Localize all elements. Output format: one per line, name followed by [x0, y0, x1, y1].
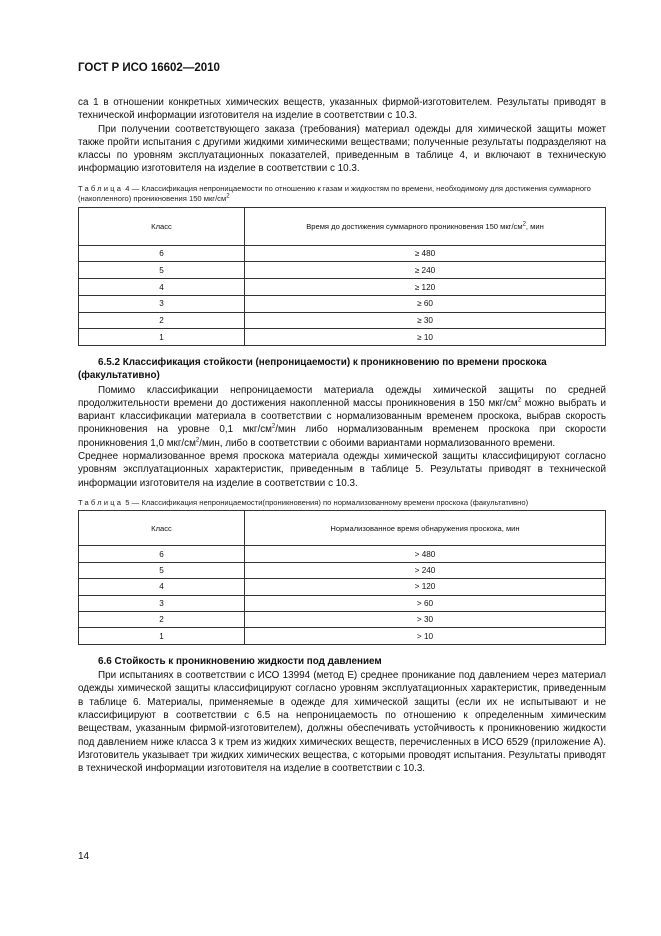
- class-cell: 2: [79, 611, 245, 627]
- table-row: [79, 279, 606, 296]
- table5-caption: [78, 498, 606, 509]
- table-row: [79, 611, 606, 627]
- paragraph-pressure-penetration: При испытаниях в соответствии с ИСО 13994 (метод Е) среднее проникание под давлением через материал одежды химической защиты классифицируют согласно уровням эксплуатационных характеристик, приведенным в таблице 6. Материалы, применяемые в одежде для химической защиты (если их не испытывают и не классифицируют в соответствии с 6.5 на непроницаемость по отношению к определенным химическим веществам, указанным фирмой-изготовителем), должны обеспечивать устойчивость к проникновению жидкости под давлением ниже класса 3 к трем из жидких химических веществ, перечисленных в ИСО 6529 (приложение А). Изготовитель указывает три жидких химических вещества, с которыми проводят испытания. Результаты приводят в технической информации изготовителя на изделие в соответствии с 10.3.: [78, 670, 606, 775]
- value-cell: > 120: [245, 579, 606, 595]
- table4-caption-text: 4 — Классификация непроницаемости по отношению к газам и жидкостям по времени, необходимому для достижения суммарного (накопленного) проникновения 150 мкг/см: [78, 183, 591, 204]
- table-row: [79, 546, 606, 562]
- table4-caption: [78, 184, 606, 205]
- value-cell: ≥ 480: [245, 245, 606, 262]
- paragraph-additional-testing: При получении соответствующего заказа (требования) материал одежды для химической защиты может также пройти испытания с другими жидкими химическими веществами; полученные результаты подразделяют на классы по уровням эксплуатационных показателей, приведенным в таблице 4, и включают в техническую информацию изготовителя на изделие в соответствии с 10.3.: [78, 123, 606, 175]
- section-652-heading: 6.5.2 Классификация стойкости (непроницаемости) к проникновению по времени проскока (факультативно): [78, 356, 547, 382]
- value-cell: > 30: [245, 611, 606, 627]
- table4-header-class: Класс: [79, 207, 245, 245]
- table-row: [79, 628, 606, 644]
- class-cell: 5: [79, 262, 245, 279]
- document-header: ГОСТ Р ИСО 16602—2010: [78, 62, 220, 74]
- value-cell: ≥ 60: [245, 295, 606, 312]
- table-row: [79, 329, 606, 346]
- class-cell: 6: [79, 546, 245, 562]
- class-cell: 1: [79, 628, 245, 644]
- value-cell: ≥ 10: [245, 329, 606, 346]
- table-row: [79, 245, 606, 262]
- section-66-heading: 6.6 Стойкость к проникновению жидкости под давлением: [98, 655, 382, 667]
- paragraph-continuation: са 1 в отношении конкретных химических веществ, указанных фирмой-изготовителем. Результаты приводят в технической информации изготовителя на изделие в соответствии с 10.3.: [78, 97, 606, 122]
- class-cell: 4: [79, 279, 245, 296]
- paragraph-breakthrough-results: Среднее нормализованное время проскока материала одежды химической защиты классифицируют согласно уровням эксплуатационных характеристик, приведенным в таблице 5. Результаты приводят в технической информации изготовителя на изделие в соответствии с 10.3.: [78, 450, 606, 489]
- table5: [78, 510, 606, 644]
- value-cell: > 60: [245, 595, 606, 611]
- paragraph-breakthrough-classification: Помимо классификации непроницаемости материала одежды химической защиты по средней продолжительности времени до достижения накопленной массы проникновения в 150 мкг/$см^2$ можно выбрать и вариант классификации материала в соответствии с нормализованным временем проскока, выбрав скорость проникновения на уровне 0,1 мкг/$см^2$/мин либо нормализованным временем проскока при скорости проникновения 1,0 мкг/$см^2$/мин, либо в соответствии с обоими вариантами нормализованного времени.: [78, 384, 606, 449]
- class-cell: 4: [79, 579, 245, 595]
- class-cell: 2: [79, 312, 245, 329]
- table-header-row: [79, 207, 606, 245]
- table5-caption-word: Таблица: [78, 497, 124, 507]
- table5-header-time: Нормализованное время обнаружения проскока, мин: [245, 511, 606, 546]
- value-cell: ≥ 120: [245, 279, 606, 296]
- table-row: [79, 595, 606, 611]
- table-row: [79, 312, 606, 329]
- table-row: [79, 579, 606, 595]
- table4-caption-word: Таблица: [78, 183, 124, 193]
- class-cell: 1: [79, 329, 245, 346]
- document-page: [78, 62, 606, 775]
- value-cell: > 10: [245, 628, 606, 644]
- value-cell: > 240: [245, 562, 606, 578]
- class-cell: 3: [79, 595, 245, 611]
- value-cell: ≥ 30: [245, 312, 606, 329]
- table5-header-class: Класс: [79, 511, 245, 546]
- table-row: [79, 295, 606, 312]
- table4-header-time: Время до достижения суммарного проникновения 150 мкг/$см^2$, мин: [245, 207, 606, 245]
- table5-caption-text: 5 — Классификация непроницаемости(проникновения) по нормализованному времени проскока (факультативно): [123, 497, 529, 507]
- class-cell: 3: [79, 295, 245, 312]
- value-cell: > 480: [245, 546, 606, 562]
- table-header-row: [79, 511, 606, 546]
- table-row: [79, 562, 606, 578]
- class-cell: 6: [79, 245, 245, 262]
- table-row: [79, 262, 606, 279]
- class-cell: 5: [79, 562, 245, 578]
- value-cell: ≥ 240: [245, 262, 606, 279]
- page-number: 14: [78, 851, 90, 862]
- table4: [78, 207, 606, 346]
- table4-caption-sup: 2: [226, 193, 230, 200]
